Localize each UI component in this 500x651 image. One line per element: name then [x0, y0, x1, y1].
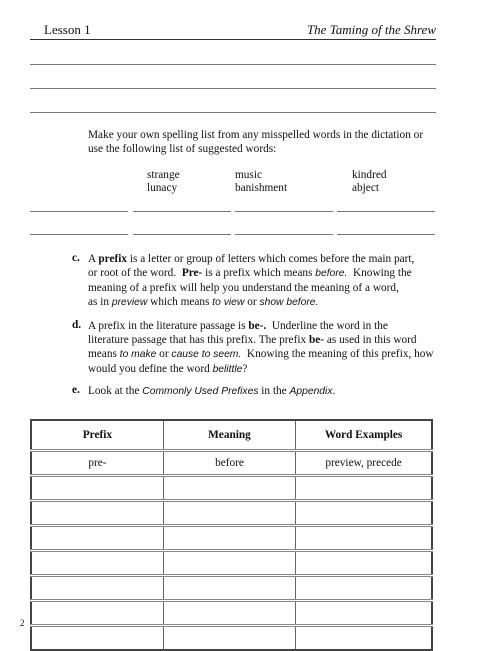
- column-header-prefix: Prefix: [31, 420, 163, 451]
- header-rule: [30, 39, 436, 40]
- table-row: [31, 526, 432, 551]
- item-e-text: Look at the Commonly Used Prefixes in the Appendix.: [88, 385, 336, 397]
- table-cell[interactable]: [296, 601, 432, 626]
- spelling-instructions: Make your own spelling list from any misspelled words in the dictation or use the following list of suggested words:: [88, 129, 424, 155]
- column-header-meaning: Meaning: [163, 420, 295, 451]
- table-cell[interactable]: [31, 501, 163, 526]
- table-cell[interactable]: before: [163, 451, 295, 476]
- prefix-table: [30, 419, 433, 651]
- table-row: [31, 551, 432, 576]
- table-cell[interactable]: [163, 601, 295, 626]
- table-cell[interactable]: [296, 526, 432, 551]
- spelling-answer-line[interactable]: [235, 234, 333, 235]
- spelling-answer-line[interactable]: [133, 234, 231, 235]
- table-row: [31, 501, 432, 526]
- table-cell[interactable]: pre-: [31, 451, 163, 476]
- table-cell[interactable]: [296, 626, 432, 651]
- table-cell[interactable]: [163, 626, 295, 651]
- spelling-answer-line[interactable]: [337, 234, 435, 235]
- spelling-answer-line[interactable]: [337, 211, 435, 212]
- table-row: [31, 576, 432, 601]
- spelling-answer-line[interactable]: [30, 211, 128, 212]
- table-cell[interactable]: [296, 501, 432, 526]
- table-row: [31, 476, 432, 501]
- table-cell[interactable]: [296, 476, 432, 501]
- writing-line: [30, 112, 436, 113]
- spelling-word: strange: [147, 169, 180, 181]
- spelling-word: kindred: [352, 169, 387, 181]
- item-e-letter: e.: [72, 384, 80, 396]
- table-cell[interactable]: [31, 551, 163, 576]
- writing-line: [30, 88, 436, 89]
- table-cell[interactable]: [31, 601, 163, 626]
- item-d-text: A prefix in the literature passage is be-. Underline the word in the literature passage that has this prefix. The prefix be- as used in this word means to make or cause to seem. Knowing the meaning of this prefix, how would you define the word belittle?: [88, 320, 434, 375]
- spelling-answer-line[interactable]: [133, 211, 231, 212]
- spelling-answer-line[interactable]: [30, 234, 128, 235]
- spelling-word: banishment: [235, 182, 288, 194]
- table-cell[interactable]: [163, 576, 295, 601]
- table-cell[interactable]: [31, 626, 163, 651]
- page-number: 2: [20, 618, 25, 628]
- writing-line: [30, 64, 436, 65]
- table-row: [31, 451, 432, 476]
- table-cell[interactable]: [31, 476, 163, 501]
- table-cell[interactable]: [163, 551, 295, 576]
- table-cell[interactable]: preview, precede: [296, 451, 432, 476]
- column-header-word-examples: Word Examples: [296, 420, 432, 451]
- table-row: [31, 601, 432, 626]
- table-cell[interactable]: [296, 576, 432, 601]
- table-cell[interactable]: [31, 526, 163, 551]
- table-cell[interactable]: [163, 501, 295, 526]
- table-cell[interactable]: [31, 576, 163, 601]
- item-d-letter: d.: [72, 319, 82, 331]
- lesson-label: Lesson 1: [44, 22, 91, 37]
- table-cell[interactable]: [296, 551, 432, 576]
- spelling-answer-line[interactable]: [235, 211, 333, 212]
- item-c-text: A prefix is a letter or group of letters which comes before the main part, or root of the word. Pre- is a prefix which means before. Knowing the meaning of a prefix will help you understand the meaning of a word, as in preview which means to view or show before.: [88, 253, 415, 308]
- item-c-letter: c.: [72, 252, 80, 264]
- table-row: [31, 626, 432, 651]
- spelling-word: abject: [352, 182, 379, 194]
- table-header-row: [31, 420, 432, 451]
- table-cell[interactable]: [163, 476, 295, 501]
- spelling-word: lunacy: [147, 182, 178, 194]
- table-cell[interactable]: [163, 526, 295, 551]
- book-title: The Taming of the Shrew: [306, 22, 436, 37]
- spelling-word: music: [235, 169, 262, 181]
